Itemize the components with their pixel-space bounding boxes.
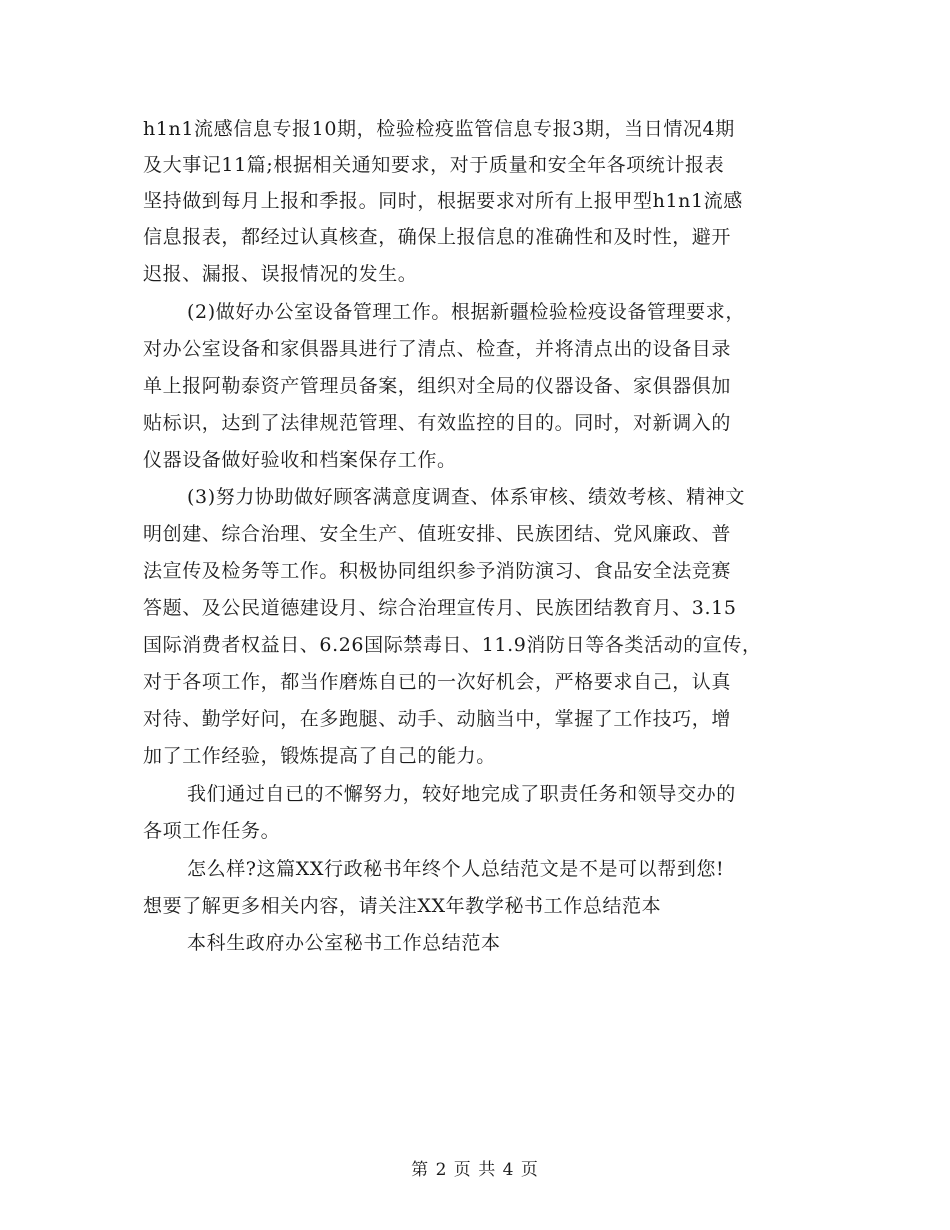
paragraph-start-line: 我们通过自已的不懈努力，较好地完成了职责任务和领导交办的 — [187, 783, 736, 805]
text-line: 贴标识，达到了法律规范管理、有效监控的目的。同时，对新调入的 — [143, 412, 732, 434]
page-number-footer: 第 2 页 共 4 页 — [411, 1160, 539, 1180]
text-line: 明创建、综合治理、安全生产、值班安排、民族团结、党风廉政、普 — [143, 523, 732, 545]
text-line: 加了工作经验，锻炼提高了自己的能力。 — [143, 745, 496, 767]
text-line: 国际消费者权益日、6.26国际禁毒日、11.9消防日等各类活动的宣传， — [143, 634, 762, 656]
text-line: 对办公室设备和家俱器具进行了清点、检查，并将清点出的设备目录 — [143, 338, 732, 360]
related-article-line: 本科生政府办公室秘书工作总结范本 — [187, 932, 501, 954]
paragraph-start-line: (3)努力协助做好顾客满意度调查、体系审核、绩效考核、精神文 — [187, 486, 745, 508]
paragraph-start-line: (2)做好办公室设备管理工作。根据新疆检验检疫设备管理要求， — [187, 301, 745, 323]
text-line: 坚持做到每月上报和季报。同时，根据要求对所有上报甲型h1n1流感 — [143, 190, 743, 212]
text-line: 仪器设备做好验收和档案保存工作。 — [143, 449, 457, 471]
text-line: 想要了解更多相关内容，请关注XX年教学秘书工作总结范本 — [143, 895, 662, 917]
text-line: 答题、及公民道德建设月、综合治理宣传月、民族团结教育月、3.15 — [143, 597, 737, 619]
text-line: h1n1流感信息专报10期，检验检疫监管信息专报3期，当日情况4期 — [143, 118, 735, 140]
text-line: 对待、勤学好问，在多跑腿、动手、动脑当中，掌握了工作技巧，增 — [143, 708, 732, 730]
text-line: 迟报、漏报、误报情况的发生。 — [143, 263, 418, 285]
text-line: 对于各项工作，都当作磨炼自已的一次好机会，严格要求自己，认真 — [143, 671, 732, 693]
paragraph-start-line: 怎么样?这篇XX行政秘书年终个人总结范文是不是可以帮到您! — [187, 858, 725, 880]
text-line: 法宣传及检务等工作。积极协同组织参予消防演习、食品安全法竞赛 — [143, 560, 732, 582]
text-line: 单上报阿勒泰资产管理员备案，组织对全局的仪器设备、家俱器俱加 — [143, 375, 732, 397]
text-line: 信息报表，都经过认真核查，确保上报信息的准确性和及时性，避开 — [143, 226, 732, 248]
text-line: 及大事记11篇;根据相关通知要求，对于质量和安全年各项统计报表 — [143, 154, 725, 176]
text-line: 各项工作任务。 — [143, 820, 281, 842]
